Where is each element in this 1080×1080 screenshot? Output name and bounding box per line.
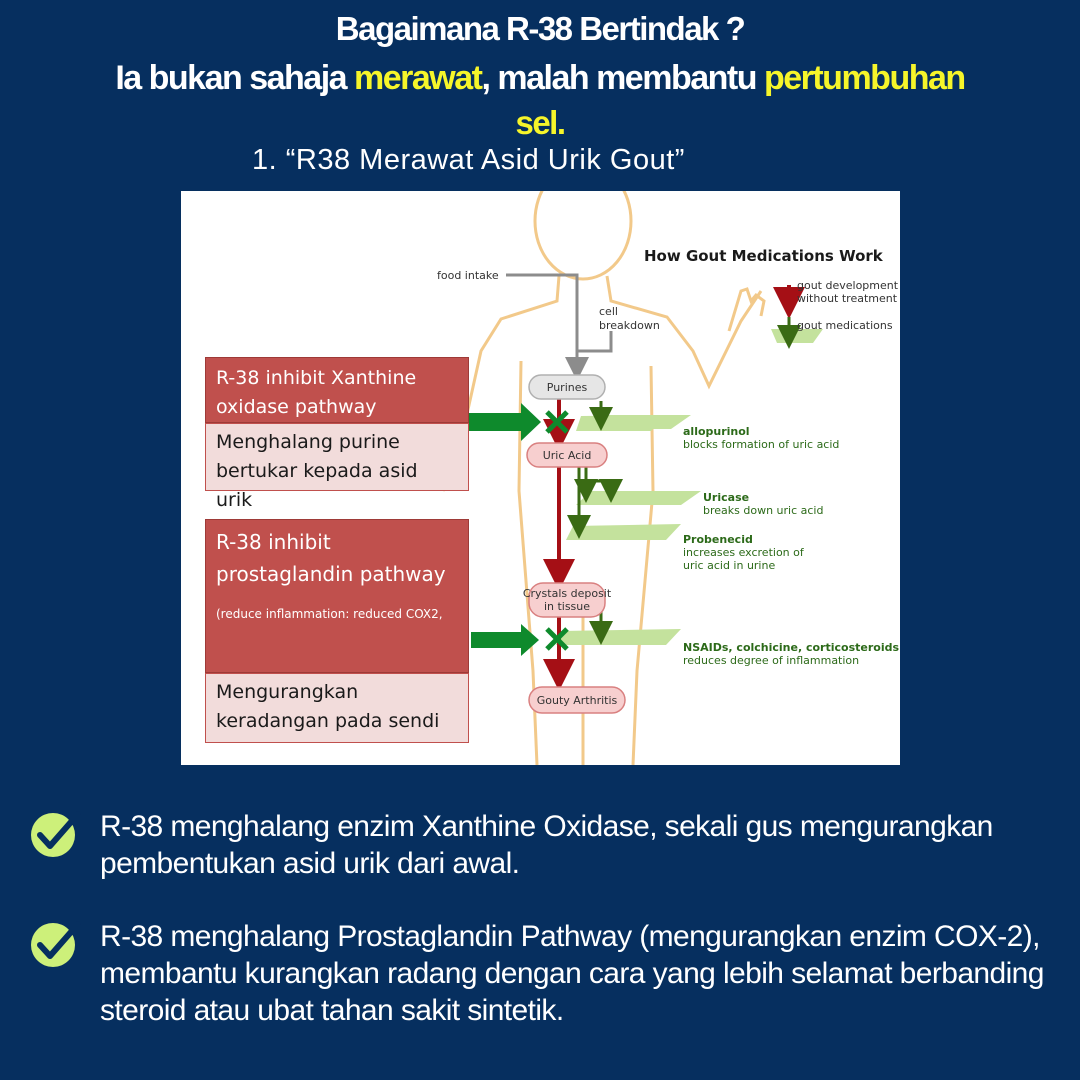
r38-inhibit-arrows — [469, 403, 567, 656]
callout-prostaglandin-note: (reduce inflammation: reduced COX2, — [216, 607, 443, 621]
med-uricase-desc: breaks down uric acid — [703, 504, 824, 517]
med-allopurinol-desc: blocks formation of uric acid — [683, 438, 840, 451]
med-nsaids-desc: reduces degree of inflammation — [683, 654, 860, 667]
node-crystals-line1: Crystals deposit — [522, 587, 612, 600]
headline-text: , malah membantu — [481, 59, 764, 97]
node-uric-acid: Uric Acid — [542, 449, 592, 462]
diagram-title: How Gout Medications Work — [644, 247, 883, 265]
callout-xanthine-desc: Menghalang purine bertukar kepada asid urik — [205, 423, 469, 491]
label-breakdown: breakdown — [599, 319, 660, 332]
legend-red-line1: gout development — [797, 279, 899, 292]
check-icon — [28, 808, 84, 858]
callout-xanthine-title: R-38 inhibit Xanthine oxidase pathway — [205, 357, 469, 423]
callout-prostaglandin-desc: Mengurangkan keradangan pada sendi — [205, 673, 469, 743]
bullet-text: R-38 menghalang enzim Xanthine Oxidase, sekali gus mengurangkan pembentukan asid urik dari awal. — [100, 810, 993, 880]
med-probenecid-desc1: increases excretion of — [683, 546, 804, 559]
headline-highlight-pertumbuhan: pertumbuhan — [763, 59, 965, 97]
callout-prostaglandin-text: R-38 inhibit prostaglandin pathway — [216, 530, 446, 586]
headline-highlight-merawat: merawat — [354, 59, 482, 97]
med-probenecid-desc2: uric acid in urine — [683, 559, 776, 572]
med-probenecid-name: Probenecid — [683, 533, 753, 546]
check-icon — [28, 918, 84, 968]
callout-prostaglandin-title — [205, 519, 469, 673]
bullet-text: R-38 menghalang Prostaglandin Pathway (mengurangkan enzim COX-2), membantu kurangkan radang dengan cara yang lebih selamat berbanding steroid atau ubat tahan sakit sintetik. — [100, 920, 1044, 1027]
headline-line-1: Bagaimana R-38 Bertindak ? — [335, 10, 745, 47]
node-purines: Purines — [546, 381, 588, 394]
section-subtitle: 1. “R38 Merawat Asid Urik Gout” — [252, 144, 685, 176]
legend-red-line2: without treatment — [797, 292, 898, 305]
node-crystals-line2: in tissue — [543, 600, 591, 613]
label-food-intake: food intake — [437, 269, 499, 282]
node-gouty-arthritis: Gouty Arthritis — [536, 694, 618, 707]
med-nsaids-name: NSAIDs, colchicine, corticosteroids — [683, 641, 900, 654]
legend-green: gout medications — [797, 319, 893, 332]
headline-line-3: sel. — [515, 104, 565, 141]
gout-medication-diagram — [181, 191, 900, 765]
headline-line-2 — [0, 58, 1080, 98]
label-cell: cell — [599, 305, 618, 318]
headline-text: Ia bukan sahaja — [115, 59, 354, 97]
med-allopurinol-name: allopurinol — [683, 425, 750, 438]
med-uricase-name: Uricase — [703, 491, 750, 504]
